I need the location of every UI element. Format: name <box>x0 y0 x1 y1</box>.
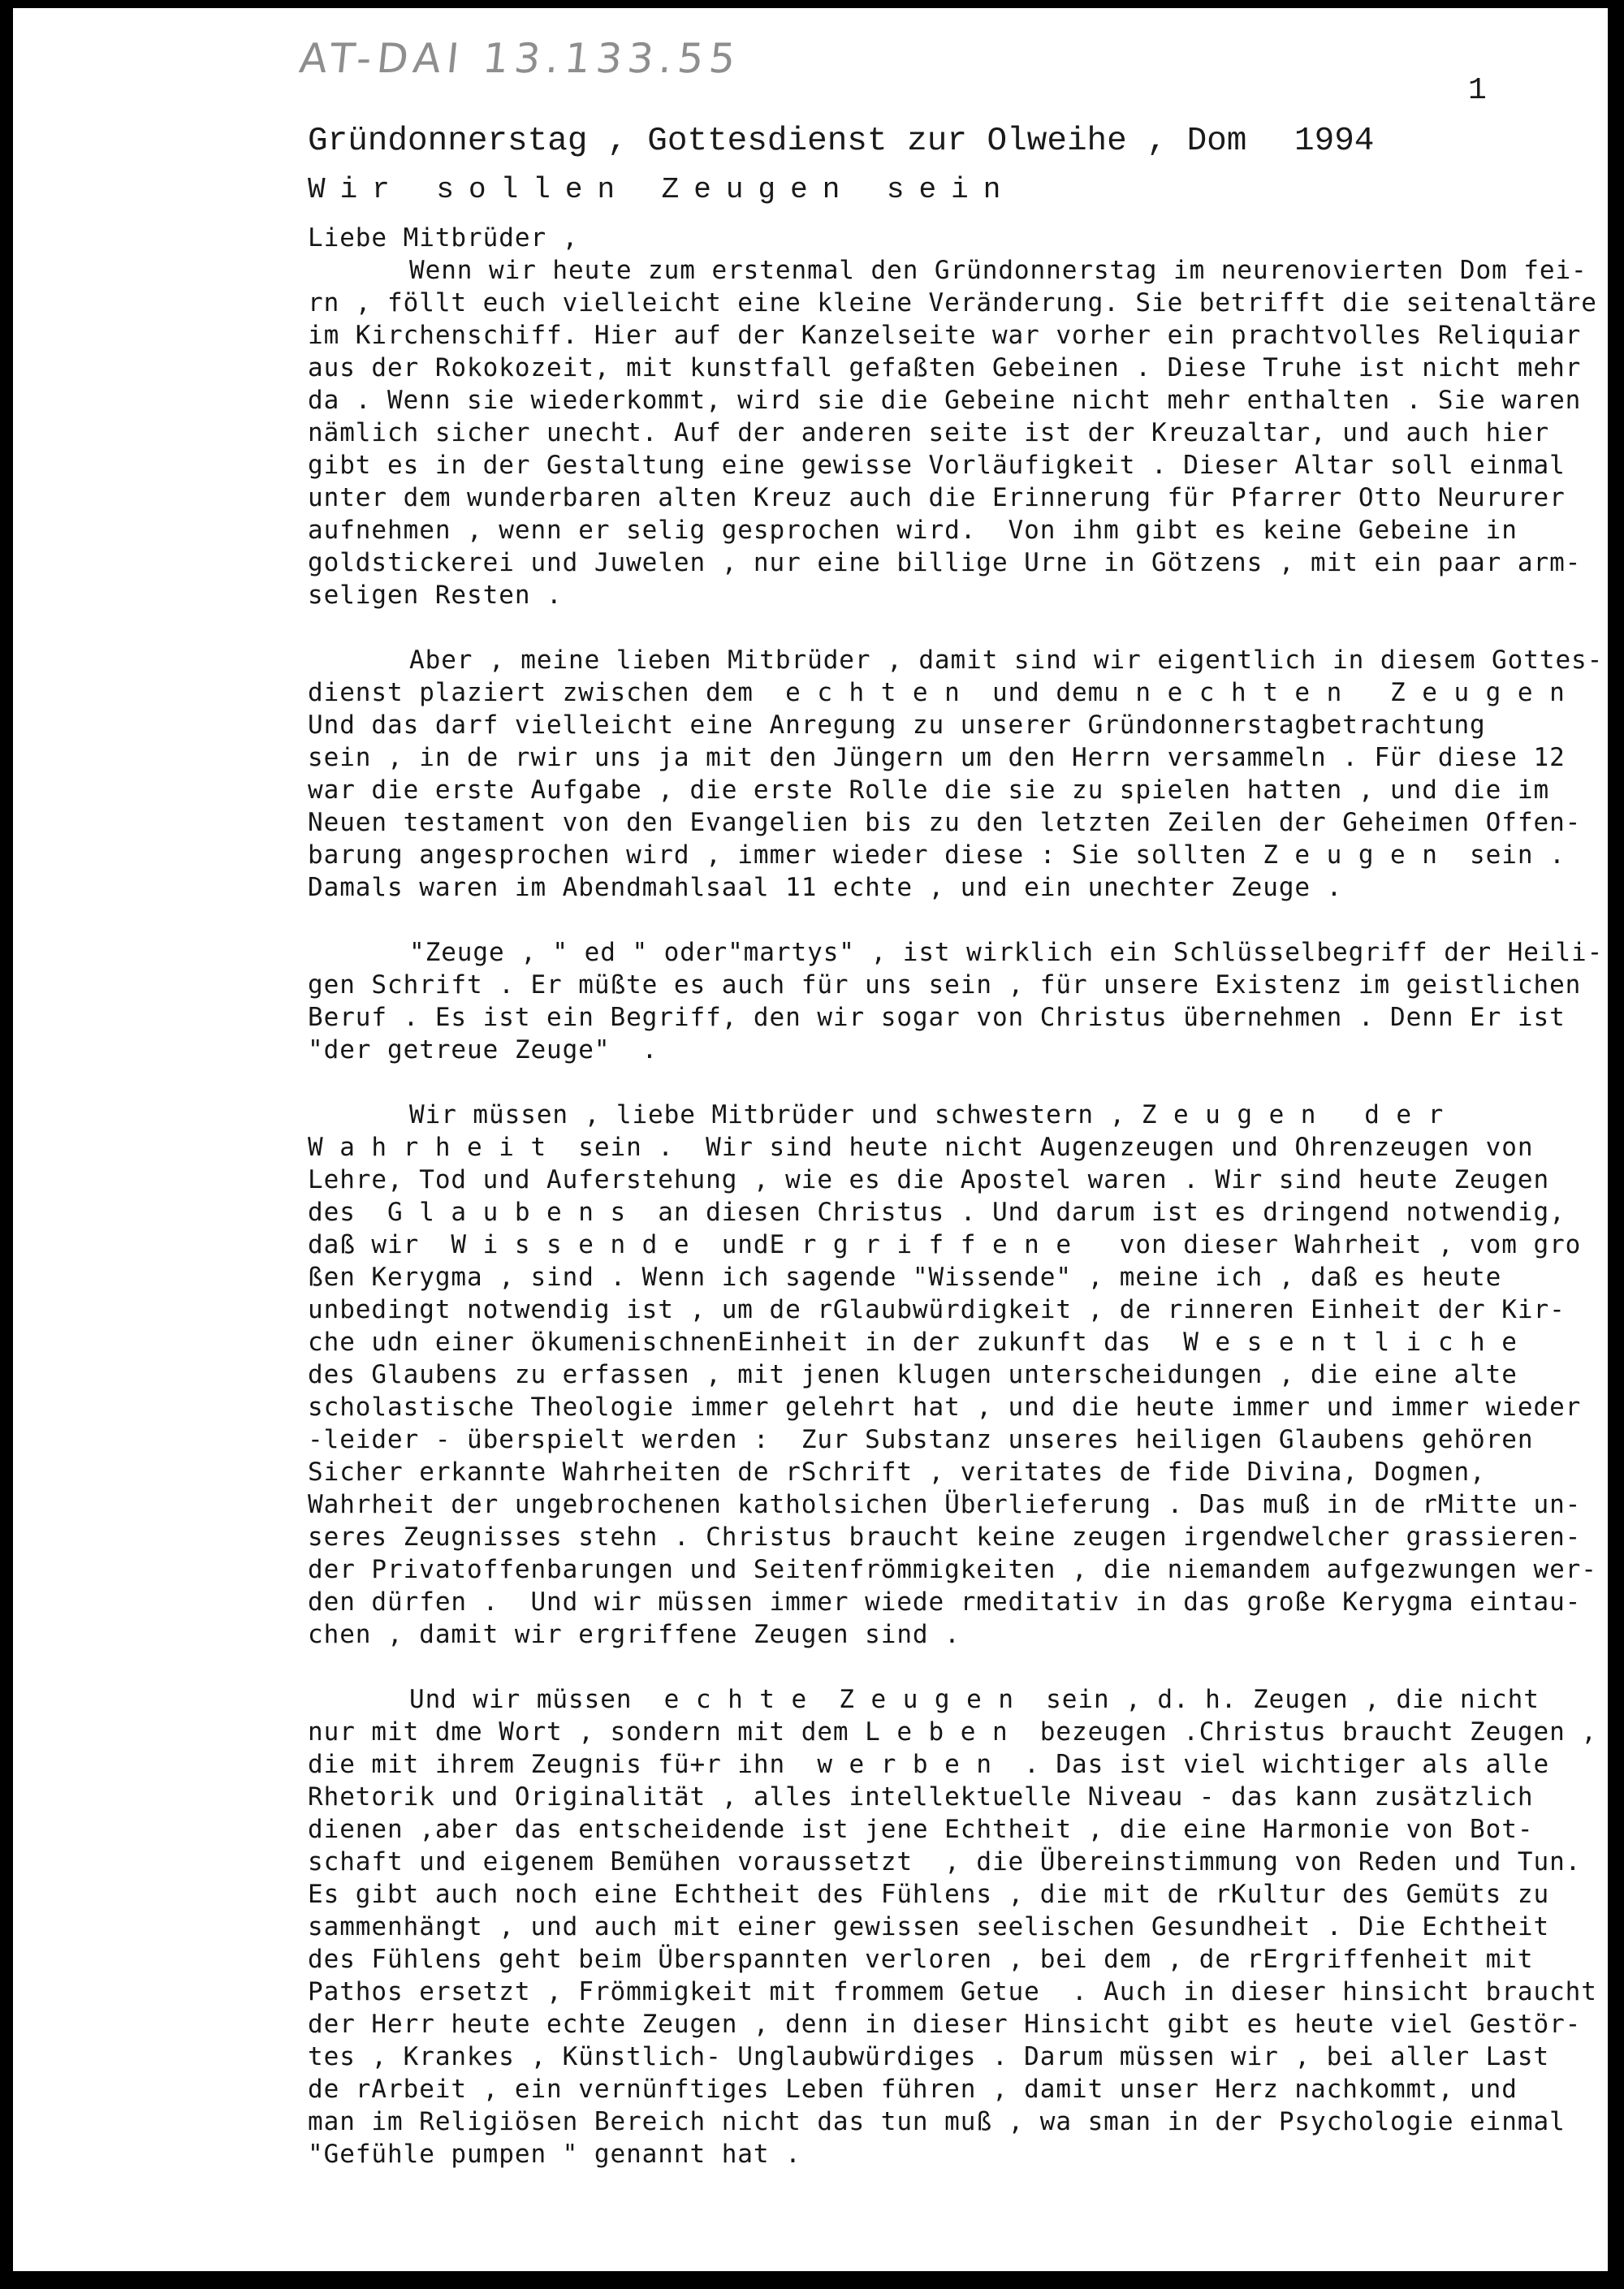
text-line: gibt es in der Gestaltung eine gewisse Vorläufigkeit . Dieser Altar soll einmal <box>308 451 1566 480</box>
text-line: ßen Kerygma , sind . Wenn ich sagende "Wissende" , meine ich , daß es heute <box>308 1263 1502 1292</box>
text-line: im Kirchenschiff. Hier auf der Kanzelseite war vorher ein prachtvolles Reliquiar <box>308 321 1582 350</box>
text-line: de rArbeit , ein vernünftiges Leben führen , damit unser Herz nachkommt, und <box>308 2075 1518 2104</box>
text-line: goldstickerei und Juwelen , nur eine billige Urne in Götzens , mit ein paar arm- <box>308 548 1582 577</box>
text-line: -leider - überspielt werden : Zur Substanz unseres heiligen Glaubens gehören <box>308 1425 1534 1454</box>
text-line: Wenn wir heute zum erstenmal den Gründonnerstag im neurenovierten Dom fei- <box>409 256 1587 285</box>
text-line: "Gefühle pumpen " genannt hat . <box>308 2140 801 2169</box>
text-line: aus der Rokokozeit, mit kunstfall gefaßten Gebeinen . Diese Truhe ist nicht mehr <box>308 353 1582 382</box>
text-line: barung angesprochen wird , immer wieder diese : Sie sollten Z e u g e n sein . <box>308 840 1566 870</box>
text-line: seligen Resten . <box>308 581 563 610</box>
text-line: W a h r h e i t sein . Wir sind heute nicht Augenzeugen und Ohrenzeugen von <box>308 1133 1534 1162</box>
text-line: der Privatoffenbarungen und Seitenfrömmigkeiten , die niemandem aufgezwungen wer- <box>308 1555 1597 1584</box>
text-line: daß wir W i s s e n d e undE r g r i f f e n e von dieser Wahrheit , vom gro <box>308 1230 1582 1259</box>
text-line: scholastische Theologie immer gelehrt hat , und die heute immer und immer wieder <box>308 1393 1582 1422</box>
text-line: tes , Krankes , Künstlich- Unglaubwürdiges . Darum müssen wir , bei aller Last <box>308 2042 1550 2071</box>
paragraph <box>308 1683 1608 2170</box>
text-line: Pathos ersetzt , Frömmigkeit mit frommem Getue . Auch in dieser hinsicht braucht <box>308 1977 1597 2006</box>
text-line: seres Zeugnisses stehn . Christus braucht keine zeugen irgendwelcher grassieren- <box>308 1522 1582 1552</box>
paragraph <box>308 254 1608 611</box>
text-line: da . Wenn sie wiederkommt, wird sie die Gebeine nicht mehr enthalten . Sie waren <box>308 386 1582 415</box>
text-line: Wahrheit der ungebrochenen katholsichen Überlieferung . Das muß in de rMitte un- <box>308 1490 1582 1519</box>
text-line: Beruf . Es ist ein Begriff, den wir sogar von Christus übernehmen . Denn Er ist <box>308 1003 1566 1032</box>
text-line: aufnehmen , wenn er selig gesprochen wird. Von ihm gibt es keine Gebeine in <box>308 516 1518 545</box>
text-line: che udn einer ökumenischnenEinheit in der zukunft das W e s e n t l i c h e <box>308 1328 1518 1357</box>
text-line: Es gibt auch noch eine Echtheit des Fühlens , die mit de rKultur des Gemüts zu <box>308 1880 1550 1909</box>
text-line: chen , damit wir ergriffene Zeugen sind . <box>308 1620 961 1649</box>
text-line: "der getreue Zeuge" . <box>308 1035 659 1065</box>
text-line: sein , in de rwir uns ja mit den Jüngern um den Herrn versammeln . Für diese 12 <box>308 743 1566 772</box>
document-subtitle: W i r s o l l e n Z e u g e n s e i n <box>308 173 1000 206</box>
text-line: war die erste Aufgabe , die erste Rolle die sie zu spielen hatten , und die im <box>308 775 1550 805</box>
text-line: Damals waren im Abendmahlsaal 11 echte , und ein unechter Zeuge . <box>308 873 1343 902</box>
text-line: man im Religiösen Bereich nicht das tun muß , wa sman in der Psychologie einmal <box>308 2107 1566 2136</box>
text-line: des Fühlens geht beim Überspannten verloren , bei dem , de rErgriffenheit mit <box>308 1945 1534 1974</box>
text-line: schaft und eigenem Bemühen voraussetzt , die Übereinstimmung von Reden und Tun. <box>308 1847 1582 1877</box>
text-line: nur mit dme Wort , sondern mit dem L e b e n bezeugen .Christus braucht Zeugen , <box>308 1717 1597 1747</box>
text-line: Sicher erkannte Wahrheiten de rSchrift , veritates de fide Divina, Dogmen, <box>308 1458 1486 1487</box>
text-line: der Herr heute echte Zeugen , denn in dieser Hinsicht gibt es heute viel Gestör- <box>308 2010 1582 2039</box>
text-line: des Glaubens zu erfassen , mit jenen klugen unterscheidungen , die eine alte <box>308 1360 1518 1389</box>
text-line: Lehre, Tod und Auferstehung , wie es die Apostel waren . Wir sind heute Zeugen <box>308 1165 1550 1194</box>
text-line: gen Schrift . Er müßte es auch für uns sein , für unsere Existenz im geistlichen <box>308 970 1582 1000</box>
text-line: die mit ihrem Zeugnis fü+r ihn w e r b e n . Das ist viel wichtiger als alle <box>308 1750 1550 1779</box>
text-line: rn , föllt euch vielleicht eine kleine Veränderung. Sie betrifft die seitenaltäre <box>308 288 1597 317</box>
text-line: Und das darf vielleicht eine Anregung zu unserer Gründonnerstagbetrachtung <box>308 710 1486 740</box>
paragraph <box>308 936 1608 1066</box>
text-line: Neuen testament von den Evangelien bis zu den letzten Zeilen der Geheimen Offen- <box>308 808 1582 837</box>
text-line: Und wir müssen e c h t e Z e u g e n sein , d. h. Zeugen , die nicht <box>409 1685 1540 1714</box>
text-line: dienst plaziert zwischen dem e c h t e n und demu n e c h t e n Z e u g e n <box>308 678 1566 707</box>
document-year: 1994 <box>1294 123 1375 160</box>
text-line: "Zeuge , " ed " oder"martys" , ist wirklich ein Schlüsselbegriff der Heili- <box>409 938 1604 967</box>
page-number: 1 <box>1468 73 1487 108</box>
archive-signature-handwritten: AT-DAI 13.133.55 <box>296 35 744 82</box>
text-line: den dürfen . Und wir müssen immer wiede rmeditativ in das große Kerygma eintau- <box>308 1587 1582 1617</box>
text-line: Aber , meine lieben Mitbrüder , damit sind wir eigentlich in diesem Gottes- <box>409 646 1604 675</box>
text-line: unter dem wunderbaren alten Kreuz auch die Erinnerung für Pfarrer Otto Neururer <box>308 483 1566 512</box>
document-title: Gründonnerstag , Gottesdienst zur Olweihe , Dom <box>308 123 1247 160</box>
document-page <box>13 8 1608 2271</box>
paragraph <box>308 1099 1608 1651</box>
text-line: dienen ,aber das entscheidende ist jene Echtheit , die eine Harmonie von Bot- <box>308 1815 1534 1844</box>
text-line: unbedingt notwendig ist , um de rGlaubwürdigkeit , de rinneren Einheit der Kir- <box>308 1295 1566 1324</box>
text-line: Rhetorik und Originalität , alles intellektuelle Niveau - das kann zusätzlich <box>308 1782 1534 1812</box>
salutation: Liebe Mitbrüder , <box>308 223 579 253</box>
text-line: sammenhängt , und auch mit einer gewissen seelischen Gesundheit . Die Echtheit <box>308 1912 1550 1941</box>
document-body <box>308 222 1608 2170</box>
text-line: Wir müssen , liebe Mitbrüder und schwestern , Z e u g e n d e r <box>409 1100 1445 1129</box>
text-line: des G l a u b e n s an diesen Christus . Und darum ist es dringend notwendig, <box>308 1198 1566 1227</box>
paragraph <box>308 644 1608 904</box>
text-line: nämlich sicher unecht. Auf der anderen seite ist der Kreuzaltar, und auch hier <box>308 418 1550 447</box>
